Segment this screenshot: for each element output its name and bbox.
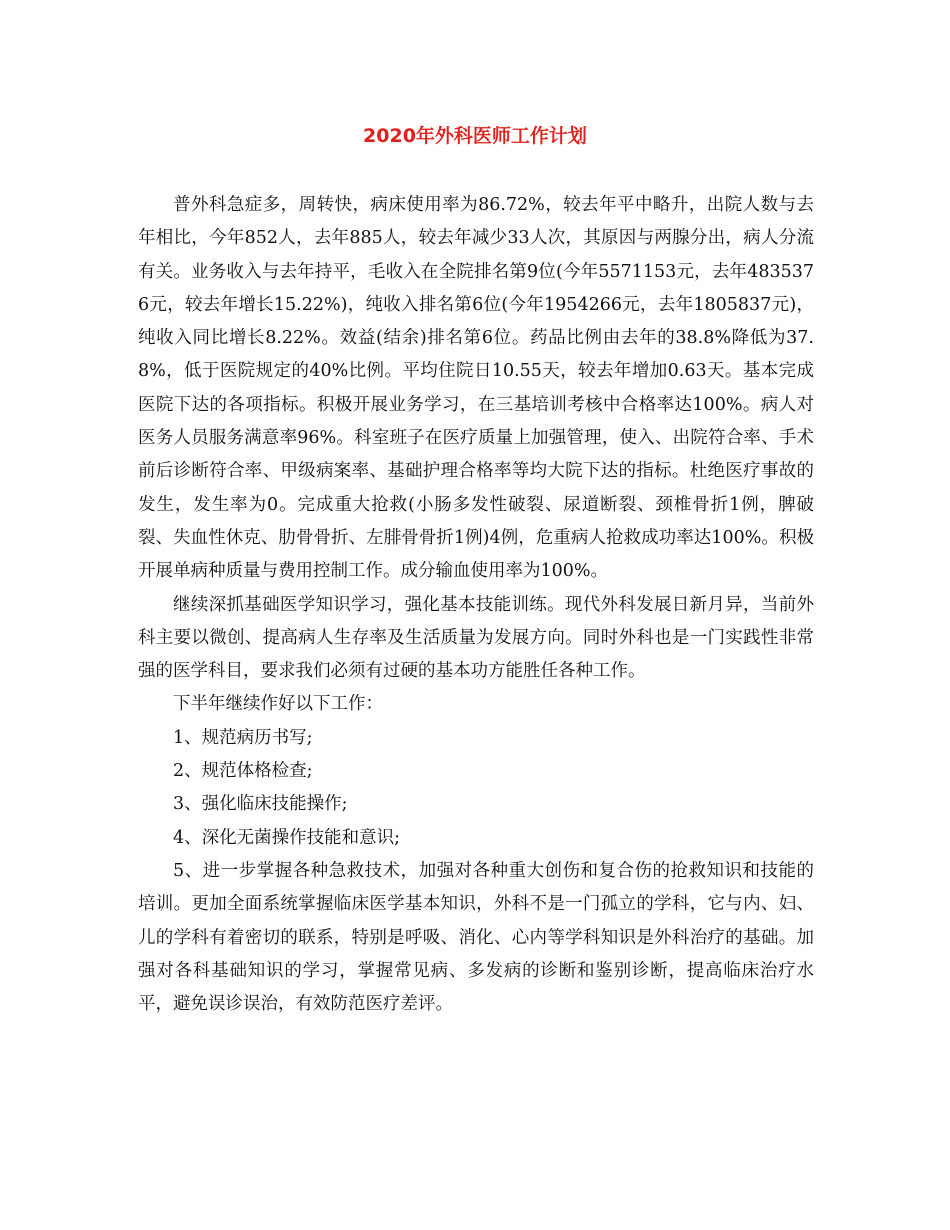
document-body [138, 189, 814, 1021]
plan-item-5: 5、进一步掌握各种急救技术，加强对各种重大创伤和复合伤的抢救知识和技能的培训。更加全面系统掌握临床医学基本知识，外科不是一门孤立的学科，它与内、妇、儿的学科有着密切的联系，特别是呼吸、消化、心内等学科知识是外科治疗的基础。加强对各科基础知识的学习，掌握常见病、多发病的诊断和鉴别诊断，提高临床治疗水平，避免误诊误治，有效防范医疗差评。 [138, 860, 814, 1015]
document-title: 2020年外科医师工作计划 [363, 125, 587, 147]
plan-item-4: 4、深化无菌操作技能和意识; [173, 827, 401, 848]
plan-item-1: 1、规范病历书写; [173, 727, 313, 748]
paragraph-plan-intro: 下半年继续作好以下工作： [173, 694, 383, 715]
paragraph-learning: 继续深抓基础医学知识学习，强化基本技能训练。现代外科发展日新月异，当前外科主要以微创、提高病人生存率及生活质量为发展方向。同时外科也是一门实践性非常强的医学科目，要求我们必须有过硬的基本功方能胜任各种工作。 [138, 594, 814, 682]
plan-item-2: 2、规范体格检查; [173, 761, 313, 782]
paragraph-summary: 普外科急症多，周转快，病床使用率为86.72%，较去年平中略升，出院人数与去年相比，今年852人，去年885人，较去年减少33人次，其原因与两腺分出，病人分流有关。业务收入与去年持平，毛收入在全院排名第9位(今年5571153元，去年4835376元，较去年增长15.22%)，纯收入排名第6位(今年1954266元，去年1805837元)，纯收入同比增长8.22%。效益(结余)排名第6位。药品比例由去年的38.8%降低为37.8%，低于医院规定的40%比例。平均住院日10.55天，较去年增加0.63天。基本完成医院下达的各项指标。积极开展业务学习，在三基培训考核中合格率达100%。病人对医务人员服务满意率96%。科室班子在医疗质量上加强管理，使入、出院符合率、手术前后诊断符合率、甲级病案率、基础护理合格率等均大院下达的指标。杜绝医疗事故的发生，发生率为0。完成重大抢救(小肠多发性破裂、尿道断裂、颈椎骨折1例，脾破裂、失血性休克、肋骨骨折、左腓骨骨折1例)4例，危重病人抢救成功率达100%。积极开展单病种质量与费用控制工作。成分输血使用率为100%。 [138, 195, 814, 582]
plan-item-3: 3、强化临床技能操作; [173, 794, 348, 815]
